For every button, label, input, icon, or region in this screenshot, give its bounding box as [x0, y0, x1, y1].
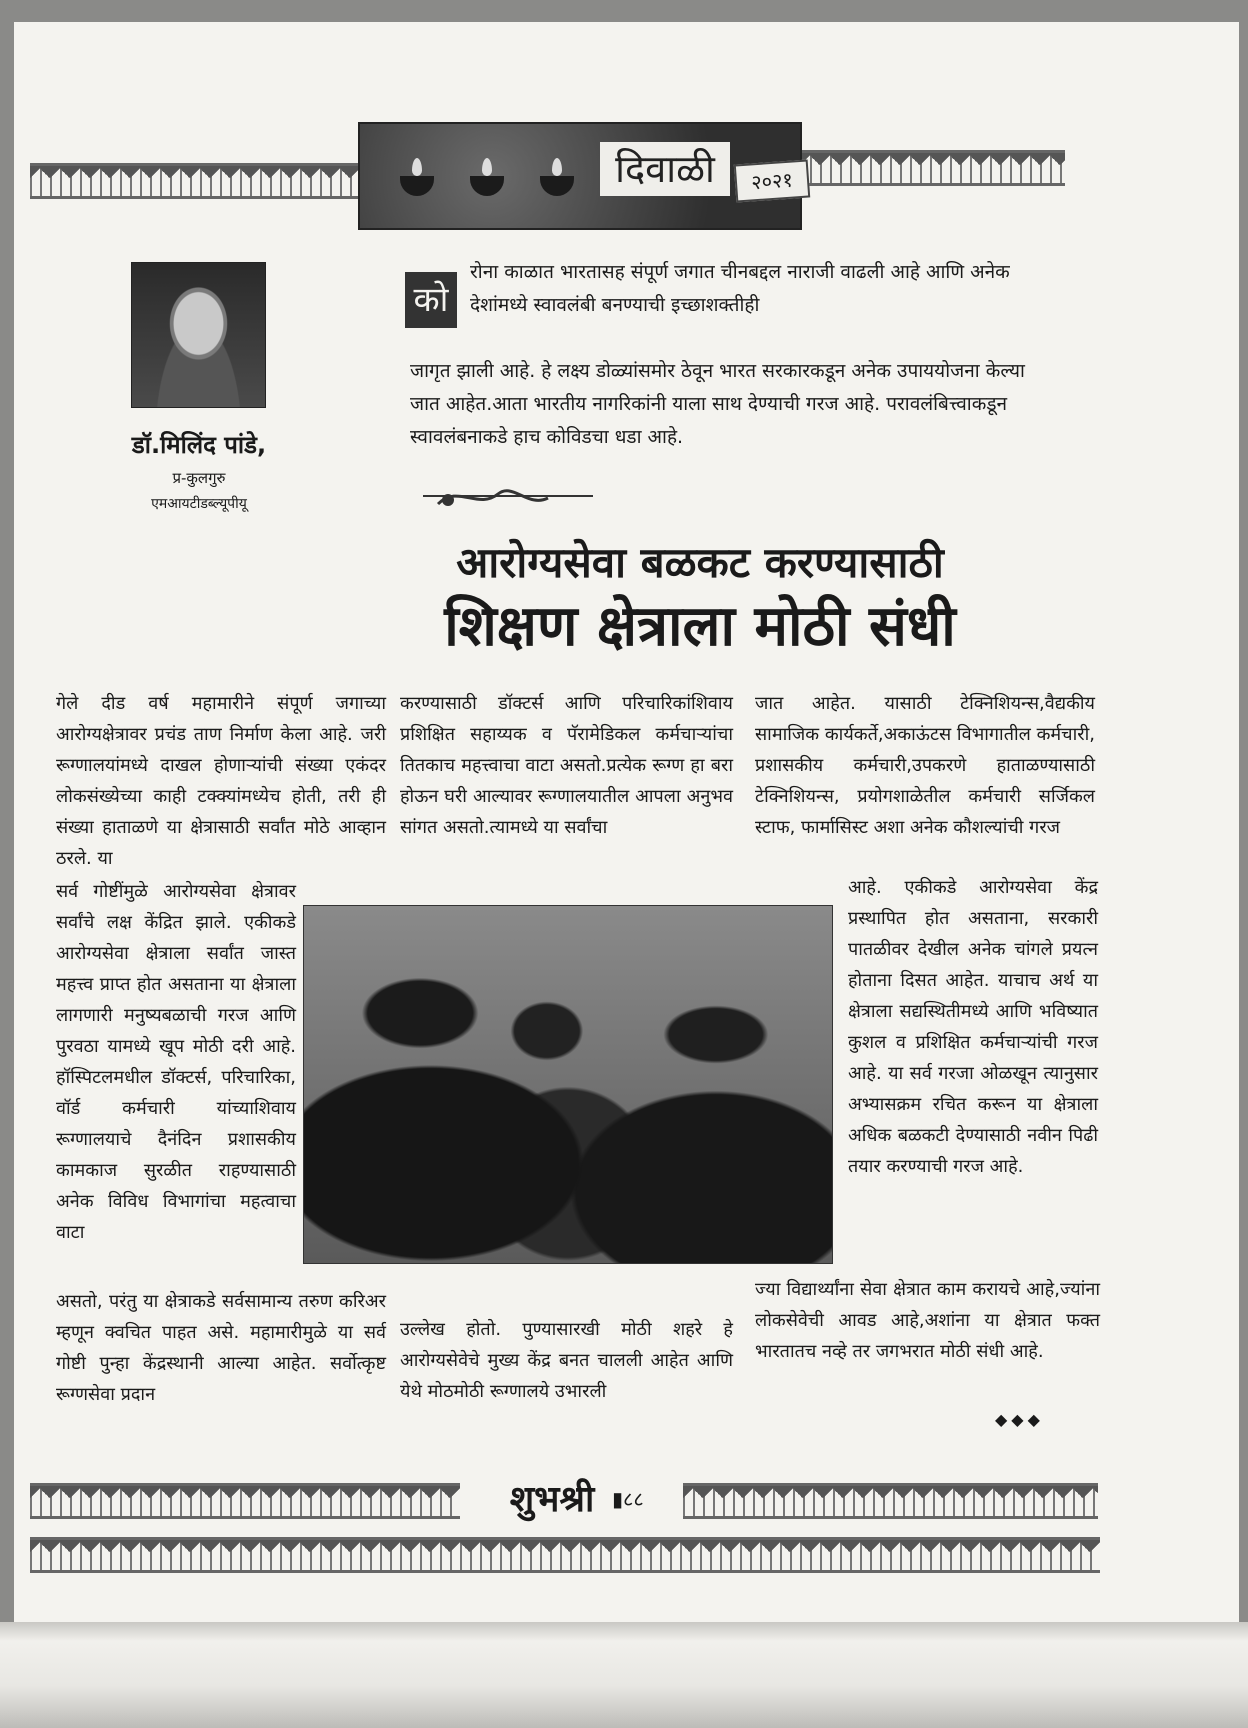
flourish-ornament-icon: [418, 482, 598, 512]
intro-paragraph: जागृत झाली आहे. हे लक्ष्य डोळ्यांसमोर ठेवून भारत सरकारकडून अनेक उपाययोजना केल्या जात आहेत.आता भारतीय नागरिकांनी याला साथ देण्याची गरज आहे. परावलंबित्त्वाकडून स्वावलंबनाकडे हाच कोविडचा धडा आहे.: [410, 360, 1025, 448]
flame-icon: [482, 158, 492, 176]
article-column-1-middle: सर्व गोष्टींमुळे आरोग्यसेवा क्षेत्रावर सर्वांचे लक्ष केंद्रित झाले. एकीकडे आरोग्यसेवा क्षेत्राला सर्वांत जास्त महत्त्व प्राप्त होत असताना या क्षेत्राला लागणारी मनुष्यबळाची गरज आणि पुरवठा यामध्ये खूप मोठी दरी आहे. हॉस्पिटलमधील डॉक्टर्स, परिचारिका, वॉर्ड कर्मचारी यांच्याशिवाय रूग्णालयाचे दैनंदिन प्रशासकीय कामकाज सुरळीत राहण्यासाठी अनेक विविध विभागांचा महत्वाचा वाटा: [56, 881, 296, 1243]
article-column-1-bottom: असतो, परंतु या क्षेत्राकडे सर्वसामान्य तरुण करिअर म्हणून क्वचित पाहत असे. महामारीमुळे या सर्व गोष्टी पुन्हा केंद्रस्थानी आल्या आहेत. सर्वोत्कृष्ट रूग्णसेवा प्रदान: [56, 1291, 386, 1405]
article-column-3-bottom: ज्या विद्यार्थ्यांना सेवा क्षेत्रात काम करायचे आहे,ज्यांना लोकसेवेची आवड आहे,अशांना या क्षेत्रात फक्त भारतातच नव्हे तर जगभरात मोठी संधी आहे.: [755, 1279, 1100, 1362]
intro-dropcap: को: [405, 272, 457, 328]
diya-lamp-icon: [470, 176, 504, 196]
footer-border-right: [683, 1483, 1098, 1519]
magazine-logo: शुभश्री: [509, 1478, 595, 1520]
flame-icon: [412, 158, 422, 176]
article-column-3-top: जात आहेत. यासाठी टेक्निशियन्स,वैद्यकीय सामाजिक कार्यकर्ते,अकाऊंटस विभागातील कर्मचारी, प्रशासकीय कर्मचारी,उपकरणे हाताळण्यासाठी टेक्निशियन्स, प्रयोगशाळेतील कर्मचारी सर्जिकल स्टाफ, फार्मासिस्ट अशा अनेक कौशल्यांची गरज: [755, 693, 1095, 838]
author-name: डॉ.मिलिंद पांडे,: [131, 431, 267, 459]
issue-year: २०२१: [734, 159, 810, 202]
medical-staff-photo: [303, 905, 833, 1264]
article-column-1-top: गेले दीड वर्ष महामारीने संपूर्ण जगाच्या आरोग्यक्षेत्रावर प्रचंड ताण निर्माण केला आहे. जरी रूग्णालयांमध्ये दाखल होणाऱ्यांची संख्या एकंदर लोकसंख्येच्या काही टक्क्यांमध्येच होती, तरी ही संख्या हाताळणे या क्षेत्रासाठी सर्वांत मोठे आव्हान ठरले. या: [56, 693, 386, 869]
article-column-2-bottom: उल्लेख होतो. पुण्यासारखी मोठी शहरे हे आरोग्यसेवेचे मुख्य केंद्र बनत चालली आहेत आणि येथे मोठमोठी रूग्णालये उभारली: [400, 1319, 733, 1402]
author-institution: एमआयटीडब्ल्यूपीयू: [151, 496, 247, 512]
end-mark: ◆◆◆: [995, 1410, 1044, 1429]
flame-icon: [552, 158, 562, 176]
intro-first-lines: रोना काळात भारतासह संपूर्ण जगात चीनबद्दल नाराजी वाढली आहे आणि अनेक देशांमध्ये स्वावलंबी बनण्याची इच्छाशक्तीही: [470, 261, 1010, 316]
page-number: ▮८८: [612, 1487, 644, 1511]
footer-border-left: [30, 1483, 460, 1519]
diya-lamp-icon: [400, 176, 434, 196]
headline-line-2: शिक्षण क्षेत्राला मोठी संधी: [444, 594, 956, 659]
issue-title: दिवाळी: [600, 142, 730, 196]
headline-line-1: आरोग्यसेवा बळकट करण्यासाठी: [456, 538, 944, 587]
header-border-right: [800, 150, 1065, 186]
page-bottom-edge: [0, 1622, 1248, 1728]
footer-border-bottom: [30, 1537, 1100, 1573]
header-border-left: [30, 163, 360, 199]
diya-lamp-icon: [540, 176, 574, 196]
article-column-2-top: करण्यासाठी डॉक्टर्स आणि परिचारिकांशिवाय प्रशिक्षित सहाय्यक व पॅरामेडिकल कर्मचाऱ्यांचा तितकाच महत्त्वाचा वाटा असतो.प्रत्येक रूग्ण हा बरा होऊन घरी आल्यावर रूग्णालयातील आपला अनुभव सांगत असतो.त्यामध्ये या सर्वांचा: [400, 693, 733, 838]
article-column-3-middle: आहे. एकीकडे आरोग्यसेवा केंद्र प्रस्थापित होत असताना, सरकारी पातळीवर देखील अनेक चांगले प्रयत्न होताना दिसत आहेत. याचाच अर्थ या क्षेत्राला सद्यस्थितीमध्ये आणि भविष्यात कुशल व प्रशिक्षित कर्मचाऱ्यांची गरज आहे. या सर्व गरजा ओळखून त्यानुसार अभ्यासक्रम रचित करून या क्षेत्राला अधिक बळकटी देण्यासाठी नवीन पिढी तयार करण्याची गरज आहे.: [848, 877, 1098, 1177]
author-role: प्र-कुलगुरु: [172, 469, 226, 487]
author-photo: [131, 262, 266, 408]
